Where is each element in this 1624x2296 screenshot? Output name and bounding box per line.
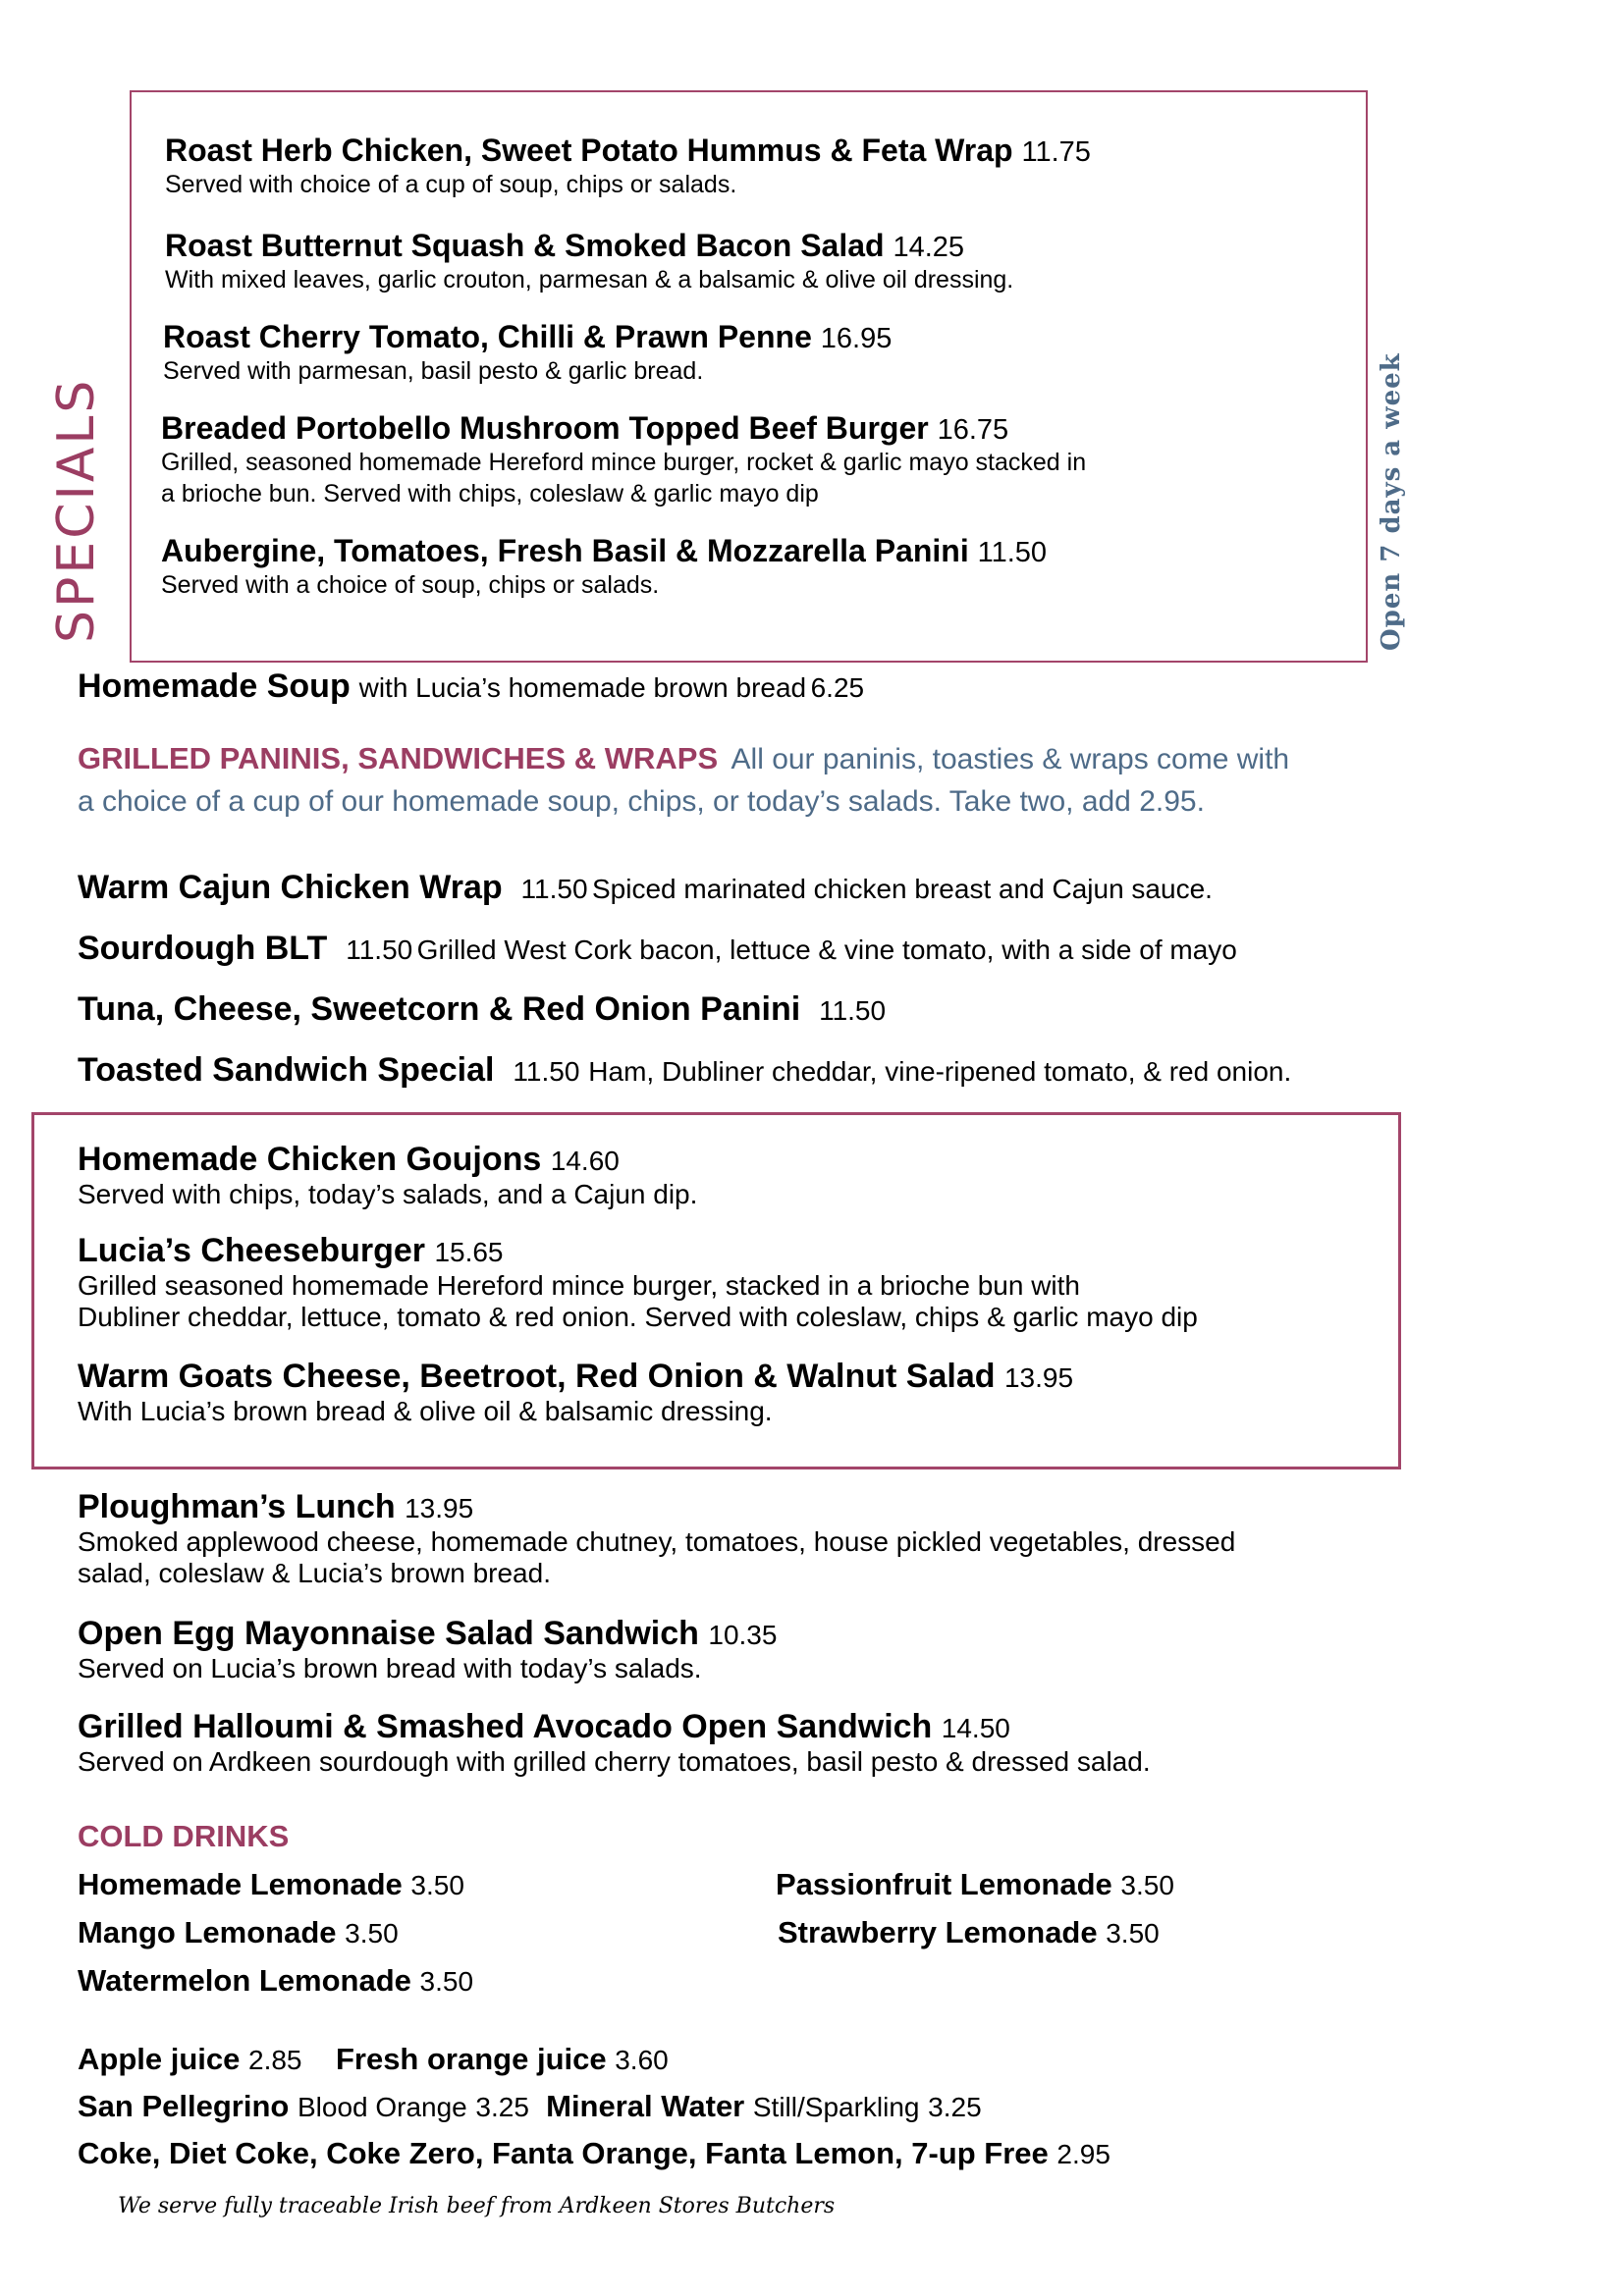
lunch-desc: Served on Lucia’s brown bread with today’s salads.: [78, 1653, 702, 1683]
drink-name: Mango Lemonade: [78, 1915, 337, 1949]
lunch-desc: Smoked applewood cheese, homemade chutney, tomatoes, house pickled vegetables, dressed: [78, 1526, 1236, 1557]
lunch-desc: salad, coleslaw & Lucia’s brown bread.: [78, 1558, 551, 1588]
special-item: [165, 133, 1091, 200]
special-name: Aubergine, Tomatoes, Fresh Basil & Mozzarella Panini: [161, 533, 969, 568]
paninis-note-line1: All our paninis, toasties & wraps come with: [731, 743, 1290, 775]
featured-name: Warm Goats Cheese, Beetroot, Red Onion & Walnut Salad: [78, 1358, 996, 1395]
specials-vertical-label: SPECIALS: [47, 377, 106, 643]
drink-name: Mineral Water: [546, 2089, 745, 2123]
panini-price: 11.50: [819, 995, 887, 1026]
drink-name: Watermelon Lemonade: [78, 1963, 411, 1998]
footer-note: We serve fully traceable Irish beef from Ardkeen Stores Butchers: [118, 2194, 836, 2218]
special-name: Breaded Portobello Mushroom Topped Beef Burger: [161, 410, 929, 446]
drink-name: Apple juice: [78, 2042, 241, 2076]
panini-price: 11.50: [346, 934, 413, 965]
drink-price: 2.85: [248, 2045, 302, 2075]
paninis-heading: GRILLED PANINIS, SANDWICHES & WRAPS: [78, 741, 719, 775]
drink-variant: Blood Orange: [297, 2092, 467, 2122]
featured-name: Homemade Chicken Goujons: [78, 1141, 542, 1178]
featured-item: [78, 1141, 697, 1210]
drink-price: 3.25: [928, 2092, 982, 2122]
special-item: [161, 533, 1047, 601]
panini-name: Toasted Sandwich Special: [78, 1051, 495, 1089]
lunch-item: [78, 1708, 1151, 1778]
featured-price: 14.60: [550, 1146, 620, 1176]
cold-drinks-heading: COLD DRINKS: [78, 1819, 290, 1853]
featured-desc: Dubliner cheddar, lettuce, tomato & red onion. Served with coleslaw, chips & garlic mayo dip: [78, 1302, 1198, 1332]
panini-item: [78, 869, 1213, 907]
featured-price: 15.65: [434, 1237, 504, 1267]
panini-item: [78, 1051, 1291, 1090]
featured-name: Lucia’s Cheeseburger: [78, 1232, 425, 1269]
special-name: Roast Cherry Tomato, Chilli & Prawn Penne: [163, 319, 812, 354]
drink-row: [78, 2136, 1110, 2171]
soup-price: 6.25: [810, 672, 865, 703]
soup-name: Homemade Soup: [78, 667, 351, 705]
panini-name: Tuna, Cheese, Sweetcorn & Red Onion Panini: [78, 990, 801, 1028]
special-desc: Served with parmesan, basil pesto & garlic bread.: [163, 357, 704, 385]
featured-item: [78, 1358, 1073, 1427]
panini-desc: Ham, Dubliner cheddar, vine-ripened tomato, & red onion.: [588, 1056, 1292, 1087]
lunch-price: 13.95: [405, 1493, 474, 1523]
panini-item: [78, 990, 886, 1029]
featured-desc: Served with chips, today’s salads, and a Cajun dip.: [78, 1179, 698, 1209]
panini-name: Warm Cajun Chicken Wrap: [78, 869, 503, 906]
lunch-desc: Served on Ardkeen sourdough with grilled cherry tomatoes, basil pesto & dressed salad.: [78, 1746, 1151, 1777]
drink-price: 3.50: [1106, 1918, 1160, 1949]
lunch-name: Open Egg Mayonnaise Salad Sandwich: [78, 1615, 699, 1652]
panini-price: 11.50: [513, 1056, 580, 1087]
lunch-name: Grilled Halloumi & Smashed Avocado Open Sandwich: [78, 1708, 933, 1745]
special-price: 11.50: [977, 537, 1048, 568]
special-price: 14.25: [893, 232, 965, 263]
drink-name: Strawberry Lemonade: [778, 1915, 1098, 1949]
drink-name: Passionfruit Lemonade: [776, 1867, 1112, 1901]
drink-price: 3.60: [615, 2045, 669, 2075]
featured-item: [78, 1232, 1198, 1333]
drink-price: 3.25: [475, 2092, 529, 2122]
drink-price: 3.50: [419, 1966, 474, 1997]
special-desc: Served with a choice of soup, chips or salads.: [161, 571, 660, 599]
soup-item: [78, 667, 864, 706]
drink-price: 3.50: [345, 1918, 399, 1949]
special-name: Roast Butternut Squash & Smoked Bacon Salad: [165, 228, 885, 263]
drink-row: [78, 2042, 669, 2077]
special-price: 16.95: [820, 323, 893, 354]
open-hours-label: Open 7 days a week: [1377, 352, 1406, 651]
special-price: 16.75: [937, 414, 1009, 446]
lunch-price: 14.50: [941, 1713, 1010, 1743]
featured-desc: Grilled seasoned homemade Hereford mince burger, stacked in a brioche bun with: [78, 1270, 1081, 1301]
drink-name: Coke, Diet Coke, Coke Zero, Fanta Orange, Fanta Lemon, 7-up Free: [78, 2136, 1049, 2170]
drink-item: [78, 1915, 399, 1950]
special-desc: With mixed leaves, garlic crouton, parmesan & a balsamic & olive oil dressing.: [165, 266, 1014, 294]
panini-desc: Spiced marinated chicken breast and Cajun sauce.: [592, 874, 1213, 904]
drink-item: [778, 1915, 1160, 1950]
special-name: Roast Herb Chicken, Sweet Potato Hummus & Feta Wrap: [165, 133, 1013, 168]
drink-name: Homemade Lemonade: [78, 1867, 403, 1901]
drink-item: [78, 1867, 464, 1902]
special-item: [161, 410, 1086, 509]
lunch-price: 10.35: [708, 1620, 778, 1650]
drink-row: [78, 2089, 982, 2124]
paninis-note-line2: a choice of a cup of our homemade soup, chips, or today’s salads. Take two, add 2.95.: [78, 785, 1205, 818]
panini-price: 11.50: [520, 874, 588, 904]
panini-item: [78, 930, 1237, 968]
drink-price: 3.50: [410, 1870, 464, 1900]
paninis-heading-row: [78, 741, 1289, 776]
featured-price: 13.95: [1003, 1362, 1074, 1393]
drink-item: [776, 1867, 1174, 1902]
drink-variant: Still/Sparkling: [752, 2092, 920, 2122]
soup-desc: with Lucia’s homemade brown bread: [358, 672, 807, 703]
drink-name: Fresh orange juice: [335, 2042, 607, 2076]
special-desc: a brioche bun. Served with chips, coleslaw & garlic mayo dip: [161, 480, 819, 507]
lunch-item: [78, 1615, 777, 1684]
featured-desc: With Lucia’s brown bread & olive oil & balsamic dressing.: [78, 1396, 773, 1426]
special-item: [165, 228, 1013, 295]
drink-price: 2.95: [1056, 2139, 1110, 2169]
special-item: [163, 319, 892, 387]
special-desc: Grilled, seasoned homemade Hereford mince burger, rocket & garlic mayo stacked in: [161, 449, 1087, 476]
lunch-item: [78, 1488, 1235, 1589]
lunch-name: Ploughman’s Lunch: [78, 1488, 396, 1525]
special-price: 11.75: [1021, 136, 1091, 168]
drink-price: 3.50: [1120, 1870, 1174, 1900]
special-desc: Served with choice of a cup of soup, chips or salads.: [165, 171, 737, 198]
drink-item: [78, 1963, 473, 1999]
panini-desc: Grilled West Cork bacon, lettuce & vine tomato, with a side of mayo: [416, 934, 1237, 965]
panini-name: Sourdough BLT: [78, 930, 328, 967]
drink-name: San Pellegrino: [78, 2089, 290, 2123]
